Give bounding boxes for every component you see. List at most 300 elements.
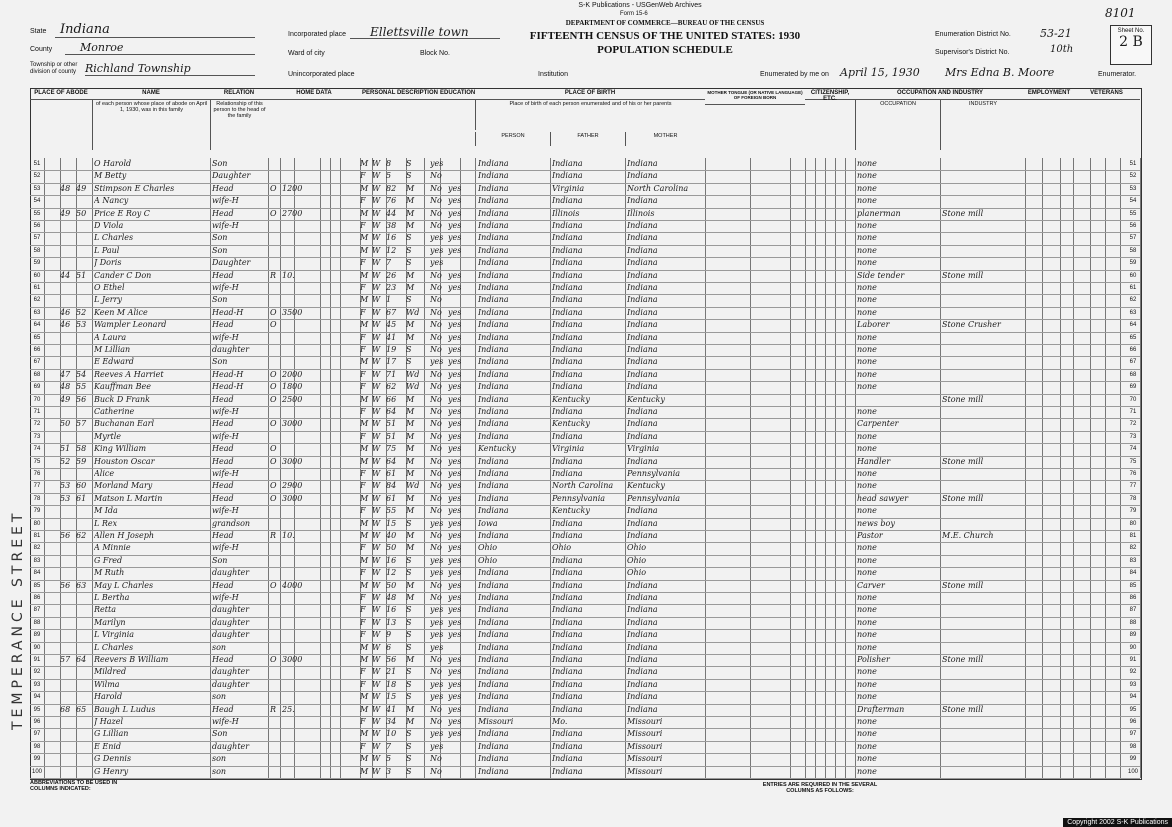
cell-sex: M bbox=[360, 580, 369, 590]
cell-age: 44 bbox=[386, 208, 397, 218]
cell-name: Kauffman Bee bbox=[94, 382, 151, 392]
cell-sch: No bbox=[430, 307, 442, 317]
table-row bbox=[30, 158, 1140, 171]
cell-occ: Handler bbox=[857, 456, 891, 466]
cell-lit: yes bbox=[448, 208, 462, 218]
cell-line-right: 89 bbox=[1129, 632, 1137, 639]
cell-sch: No bbox=[430, 754, 442, 764]
cell-line: 59 bbox=[33, 260, 41, 267]
cell-ind bbox=[942, 728, 1022, 738]
cell-line: 95 bbox=[33, 706, 41, 713]
cell-birth: Indiana bbox=[478, 642, 509, 652]
cell-birth: Indiana bbox=[478, 593, 509, 602]
cell-fam bbox=[76, 431, 90, 441]
cell-fam bbox=[76, 468, 90, 478]
cell-mother: Indiana bbox=[627, 431, 658, 441]
cell-name: L Charles bbox=[94, 642, 134, 652]
cell-line-right: 65 bbox=[1129, 334, 1137, 341]
cell-name: Wilma bbox=[94, 679, 120, 689]
cell-home bbox=[270, 542, 280, 552]
cell-dw: 53 bbox=[60, 481, 71, 491]
cell-age: 18 bbox=[386, 679, 397, 689]
cell-mar: M bbox=[406, 431, 415, 441]
cell-rel: son bbox=[212, 642, 227, 652]
cell-line: 65 bbox=[33, 334, 41, 341]
table-row bbox=[30, 741, 1140, 754]
cell-mar: Wd bbox=[406, 382, 420, 392]
cell-val bbox=[282, 766, 316, 776]
cell-occ bbox=[857, 394, 941, 404]
cell-name: May L Charles bbox=[94, 580, 154, 590]
cell-father: Indiana bbox=[552, 307, 583, 317]
cell-birth: Indiana bbox=[478, 258, 509, 268]
cell-fam bbox=[76, 220, 90, 230]
cell-rel: Head-H bbox=[212, 369, 244, 379]
cell-mother: Pennsylvania bbox=[627, 469, 681, 478]
cell-sch: No bbox=[430, 320, 442, 330]
cell-birth: Indiana bbox=[478, 320, 509, 330]
cell-age: 5 bbox=[386, 754, 392, 764]
form-number: Form 15-6 bbox=[620, 11, 648, 17]
cell-birth: Indiana bbox=[478, 704, 509, 714]
cell-father: Indiana bbox=[552, 580, 583, 590]
cell-mother: Indiana bbox=[627, 580, 658, 590]
cell-age: 51 bbox=[386, 431, 397, 441]
cell-fam: 57 bbox=[76, 419, 87, 429]
cell-occ: none bbox=[857, 667, 877, 677]
group-employment: EMPLOYMENT bbox=[1025, 90, 1073, 100]
cell-home bbox=[270, 344, 280, 354]
cell-occ: none bbox=[857, 593, 877, 602]
cell-race: W bbox=[372, 704, 381, 714]
cell-mar: S bbox=[406, 357, 412, 367]
cell-sch: No bbox=[430, 196, 442, 206]
cell-race: W bbox=[372, 605, 381, 615]
cell-race: W bbox=[372, 717, 381, 726]
cell-rel: Son bbox=[212, 555, 228, 565]
cell-race: W bbox=[372, 332, 381, 342]
state-value: Indiana bbox=[60, 22, 110, 37]
cell-val bbox=[282, 505, 316, 515]
cell-occ: none bbox=[857, 357, 877, 367]
cell-fam bbox=[76, 294, 90, 304]
cell-lit: yes bbox=[448, 506, 462, 516]
cell-home: O bbox=[270, 382, 277, 392]
cell-home bbox=[270, 431, 280, 441]
cell-mother: Ohio bbox=[627, 543, 647, 553]
unincorporated-label: Unincorporated place bbox=[288, 71, 355, 78]
cell-dw: 48 bbox=[60, 382, 71, 392]
cell-sex: M bbox=[360, 518, 369, 528]
cell-home: R bbox=[270, 270, 277, 280]
cell-home bbox=[270, 617, 280, 627]
cell-mar: S bbox=[406, 295, 412, 305]
schedule-subtitle: POPULATION SCHEDULE bbox=[597, 44, 733, 56]
table-row bbox=[30, 493, 1140, 506]
cell-rel: Head bbox=[212, 444, 234, 454]
cell-father: Virginia bbox=[552, 444, 585, 454]
cell-line-right: 86 bbox=[1129, 595, 1137, 601]
table-row bbox=[30, 431, 1140, 444]
cell-race: W bbox=[372, 766, 381, 776]
cell-lit bbox=[448, 642, 464, 652]
cell-line-right: 56 bbox=[1129, 223, 1137, 229]
cell-lit: yes bbox=[448, 270, 462, 280]
cell-sch: yes bbox=[430, 568, 444, 578]
cell-father: Indiana bbox=[552, 171, 583, 181]
cell-sch: No bbox=[430, 221, 442, 230]
cell-mar: M bbox=[406, 593, 415, 602]
cell-sex: F bbox=[360, 679, 366, 689]
cell-line-right: 94 bbox=[1129, 694, 1137, 701]
cell-sex: M bbox=[360, 394, 369, 404]
table-row bbox=[30, 580, 1140, 593]
cell-race: W bbox=[372, 741, 381, 751]
cell-home bbox=[270, 170, 280, 180]
cell-home: O bbox=[270, 307, 277, 317]
cell-val bbox=[282, 406, 316, 416]
handwritten-corner-number: 8101 bbox=[1105, 6, 1136, 20]
cell-age: 50 bbox=[386, 543, 397, 553]
cell-father: Indiana bbox=[552, 345, 583, 354]
cell-dw: 46 bbox=[60, 307, 71, 317]
cell-dw bbox=[60, 679, 74, 689]
cell-mar: S bbox=[406, 729, 412, 739]
cell-lit: yes bbox=[448, 332, 462, 342]
cell-sex: F bbox=[360, 431, 366, 441]
cell-line: 66 bbox=[33, 347, 41, 353]
cell-father: Indiana bbox=[552, 617, 583, 627]
cell-mother: Indiana bbox=[627, 655, 658, 664]
cell-name: Harold bbox=[94, 692, 123, 702]
cell-sch: No bbox=[430, 766, 442, 776]
cell-home bbox=[270, 220, 280, 230]
cell-race: W bbox=[372, 196, 381, 206]
cell-line: 62 bbox=[33, 297, 41, 304]
cell-dw bbox=[60, 344, 74, 354]
cell-lit: yes bbox=[448, 729, 462, 739]
cell-ind: Stone mill bbox=[942, 704, 984, 714]
cell-fam bbox=[76, 542, 90, 552]
cell-father: Indiana bbox=[552, 270, 583, 280]
cell-line-right: 62 bbox=[1129, 297, 1137, 304]
cell-fam bbox=[76, 728, 90, 738]
cell-fam bbox=[76, 741, 90, 751]
cell-race: W bbox=[372, 407, 381, 416]
cell-sch: No bbox=[430, 580, 442, 590]
cell-race: W bbox=[372, 555, 381, 565]
cell-fam: 51 bbox=[76, 270, 87, 280]
cell-val bbox=[282, 356, 316, 366]
cell-ind bbox=[942, 716, 1022, 726]
cell-rel: wife-H bbox=[212, 332, 239, 342]
cell-sch: No bbox=[430, 419, 442, 429]
cell-ind bbox=[942, 567, 1022, 577]
cell-line: 73 bbox=[33, 433, 41, 440]
table-row bbox=[30, 766, 1140, 779]
incorporated-label: Incorporated place bbox=[288, 31, 346, 38]
state-label: State bbox=[30, 28, 47, 35]
cell-val bbox=[282, 319, 316, 329]
cell-age: 12 bbox=[386, 245, 397, 255]
cell-sch: No bbox=[430, 382, 442, 392]
cell-dw bbox=[60, 158, 74, 168]
cell-sex: F bbox=[360, 605, 366, 615]
cell-birth: Indiana bbox=[478, 171, 509, 181]
cell-home bbox=[270, 195, 280, 205]
cell-ind bbox=[942, 592, 1022, 602]
cell-val bbox=[282, 232, 316, 242]
cell-ind bbox=[942, 753, 1022, 763]
table-row bbox=[30, 753, 1140, 766]
cell-occ: none bbox=[857, 729, 877, 739]
cell-father: Indiana bbox=[552, 382, 583, 392]
table-row bbox=[30, 629, 1140, 642]
cell-mar: S bbox=[406, 642, 412, 652]
cell-fam: 49 bbox=[76, 183, 87, 193]
cell-val: 1200 bbox=[282, 183, 303, 193]
cell-val: 3000 bbox=[282, 456, 303, 466]
cell-lit: yes bbox=[448, 605, 462, 615]
cell-val: 10. bbox=[282, 531, 295, 540]
cell-name: M Betty bbox=[94, 171, 127, 181]
cell-age: 17 bbox=[386, 357, 397, 367]
cell-home: O bbox=[270, 481, 277, 491]
cell-name: G Lillian bbox=[94, 729, 129, 739]
cell-line: 85 bbox=[33, 582, 41, 589]
cell-home: O bbox=[270, 369, 277, 379]
cell-age: 13 bbox=[386, 617, 397, 627]
cell-fam: 53 bbox=[76, 320, 87, 330]
cell-lit: yes bbox=[448, 419, 462, 429]
cell-line-right: 90 bbox=[1129, 644, 1137, 651]
cell-home bbox=[270, 629, 280, 639]
cell-line-right: 92 bbox=[1129, 669, 1137, 676]
cell-age: 64 bbox=[386, 407, 397, 416]
cell-birth: Indiana bbox=[478, 382, 509, 392]
relation-column-head: Relationship of this person to the head of the family bbox=[210, 100, 268, 150]
cell-line-right: 83 bbox=[1129, 557, 1137, 564]
table-row bbox=[30, 208, 1140, 221]
cell-home bbox=[270, 518, 280, 528]
cell-dw bbox=[60, 592, 74, 602]
cell-fam bbox=[76, 257, 90, 267]
cell-dw bbox=[60, 691, 74, 701]
cell-occ: none bbox=[857, 283, 877, 292]
cell-sch: yes bbox=[430, 617, 444, 627]
cell-ind bbox=[942, 195, 1022, 205]
cell-birth: Indiana bbox=[478, 307, 509, 317]
table-row bbox=[30, 505, 1140, 518]
cell-line: 88 bbox=[33, 619, 41, 626]
table-row bbox=[30, 170, 1140, 183]
cell-home: O bbox=[270, 394, 277, 404]
cell-line-right: 61 bbox=[1129, 285, 1137, 291]
cell-mar: M bbox=[406, 332, 415, 342]
cell-sex: M bbox=[360, 444, 369, 454]
cell-line: 55 bbox=[33, 210, 41, 217]
cell-sch: yes bbox=[430, 605, 444, 615]
cell-ind bbox=[942, 691, 1022, 701]
cell-mar: M bbox=[406, 196, 415, 206]
cell-sch: No bbox=[430, 704, 442, 714]
cell-mar: Wd bbox=[406, 307, 420, 317]
cell-dw bbox=[60, 170, 74, 180]
cell-occ: none bbox=[857, 568, 877, 578]
cell-occ: none bbox=[857, 481, 877, 491]
cell-occ: none bbox=[857, 679, 877, 689]
cell-fam bbox=[76, 617, 90, 627]
table-row bbox=[30, 642, 1140, 655]
cell-age: 50 bbox=[386, 580, 397, 590]
cell-dw bbox=[60, 766, 74, 776]
table-row bbox=[30, 344, 1140, 357]
cell-name: Cander C Don bbox=[94, 270, 152, 280]
cell-father: North Carolina bbox=[552, 481, 614, 491]
cell-val bbox=[282, 294, 316, 304]
cell-father: Indiana bbox=[552, 642, 583, 652]
cell-birth: Indiana bbox=[478, 283, 509, 292]
enumerator-name: Mrs Edna B. Moore bbox=[945, 66, 1055, 79]
cell-fam bbox=[76, 679, 90, 689]
table-row bbox=[30, 604, 1140, 617]
cell-occ: none bbox=[857, 766, 877, 776]
cell-lit: yes bbox=[448, 679, 462, 689]
county-label: County bbox=[30, 46, 53, 53]
cell-name: King William bbox=[94, 444, 147, 454]
cell-sch: No bbox=[430, 171, 442, 181]
cell-birth: Indiana bbox=[478, 580, 509, 590]
cell-birth: Indiana bbox=[478, 345, 509, 354]
cell-father: Indiana bbox=[552, 245, 583, 255]
cell-father: Indiana bbox=[552, 332, 583, 342]
cell-mar: S bbox=[406, 518, 412, 528]
cell-occ: none bbox=[857, 642, 877, 652]
footer-entries: ENTRIES ARE REQUIRED IN THE SEVERAL COLUMNS AS FOLLOWS: bbox=[762, 782, 878, 794]
cell-mar: S bbox=[406, 617, 412, 627]
township-label: Township or other division of county bbox=[30, 62, 78, 75]
cell-sex: M bbox=[360, 642, 369, 652]
cell-occ: none bbox=[857, 431, 877, 441]
group-occupation: OCCUPATION AND INDUSTRY bbox=[855, 90, 1025, 100]
cell-lit: yes bbox=[448, 307, 462, 317]
cell-sex: F bbox=[360, 407, 366, 416]
supervisor-value: 10th bbox=[1050, 44, 1074, 55]
cell-sch: No bbox=[430, 655, 442, 664]
cell-mar: S bbox=[406, 159, 412, 168]
cell-mother: Indiana bbox=[627, 332, 658, 342]
cell-birth: Indiana bbox=[478, 456, 509, 466]
cell-rel: son bbox=[212, 692, 227, 702]
cell-race: W bbox=[372, 506, 381, 516]
cell-sex: F bbox=[360, 667, 366, 677]
cell-line: 58 bbox=[33, 247, 41, 254]
cell-age: 23 bbox=[386, 283, 397, 292]
sheet-value: 2 B bbox=[1119, 34, 1143, 50]
table-row bbox=[30, 518, 1140, 531]
cell-line: 76 bbox=[33, 471, 41, 477]
cell-val bbox=[282, 679, 316, 689]
cell-dw bbox=[60, 431, 74, 441]
cell-sch: yes bbox=[430, 518, 444, 528]
cell-line: 53 bbox=[33, 185, 41, 192]
cell-sex: M bbox=[360, 320, 369, 330]
cell-father: Indiana bbox=[552, 531, 583, 540]
cell-ind bbox=[942, 555, 1022, 565]
footer-abbreviations: ABBREVIATIONS TO BE USED IN COLUMNS INDICATED: bbox=[30, 780, 118, 792]
cell-fam bbox=[76, 567, 90, 577]
cell-line-right: 53 bbox=[1129, 185, 1137, 192]
cell-val bbox=[282, 741, 316, 751]
cell-name: Retta bbox=[94, 605, 116, 615]
cell-race: W bbox=[372, 580, 381, 590]
cell-birth: Missouri bbox=[478, 717, 514, 726]
cell-birth: Indiana bbox=[478, 221, 509, 230]
cell-father: Kentucky bbox=[552, 419, 590, 429]
cell-age: 51 bbox=[386, 419, 397, 429]
cell-father: Indiana bbox=[552, 456, 583, 466]
cell-age: 41 bbox=[386, 704, 397, 714]
cell-line-right: 57 bbox=[1129, 235, 1137, 242]
schedule-rows bbox=[30, 158, 1140, 778]
cell-dw bbox=[60, 220, 74, 230]
cell-lit bbox=[448, 294, 464, 304]
cell-home bbox=[270, 592, 280, 602]
table-row bbox=[30, 542, 1140, 555]
cell-name: Stimpson E Charles bbox=[94, 183, 175, 193]
cell-mar: S bbox=[406, 667, 412, 677]
cell-line-right: 74 bbox=[1129, 446, 1137, 453]
cell-ind bbox=[942, 617, 1022, 627]
cell-line: 86 bbox=[33, 595, 41, 601]
cell-lit: yes bbox=[448, 630, 462, 640]
cell-ind bbox=[942, 741, 1022, 751]
cell-occ: Polisher bbox=[857, 655, 890, 664]
cell-dw bbox=[60, 195, 74, 205]
cell-name: L Virginia bbox=[94, 630, 135, 640]
cell-fam bbox=[76, 716, 90, 726]
cell-home bbox=[270, 766, 280, 776]
cell-mar: M bbox=[406, 704, 415, 714]
cell-sch: No bbox=[430, 270, 442, 280]
cell-mother: Indiana bbox=[627, 382, 658, 392]
table-row bbox=[30, 332, 1140, 345]
cell-father: Indiana bbox=[552, 704, 583, 714]
cell-fam: 59 bbox=[76, 456, 87, 466]
cell-race: W bbox=[372, 307, 381, 317]
cell-race: W bbox=[372, 679, 381, 689]
cell-mar: M bbox=[406, 456, 415, 466]
cell-sex: M bbox=[360, 704, 369, 714]
cell-lit: yes bbox=[448, 456, 462, 466]
cell-line: 51 bbox=[33, 161, 41, 167]
cell-line-right: 58 bbox=[1129, 247, 1137, 254]
census-title: FIFTEENTH CENSUS OF THE UNITED STATES: 1930 bbox=[529, 30, 801, 42]
cell-name: Alice bbox=[94, 469, 115, 478]
cell-race: W bbox=[372, 444, 381, 454]
table-row bbox=[30, 480, 1140, 493]
cell-name: L Charles bbox=[94, 233, 134, 243]
cell-name: D Viola bbox=[94, 221, 124, 230]
cell-rel: Head bbox=[212, 270, 234, 280]
table-row bbox=[30, 468, 1140, 481]
cell-val bbox=[282, 567, 316, 577]
cell-home bbox=[270, 716, 280, 726]
table-row bbox=[30, 654, 1140, 667]
group-education: EDUCATION bbox=[440, 90, 475, 100]
cell-fam: 64 bbox=[76, 655, 87, 664]
cell-age: 10 bbox=[386, 729, 397, 739]
